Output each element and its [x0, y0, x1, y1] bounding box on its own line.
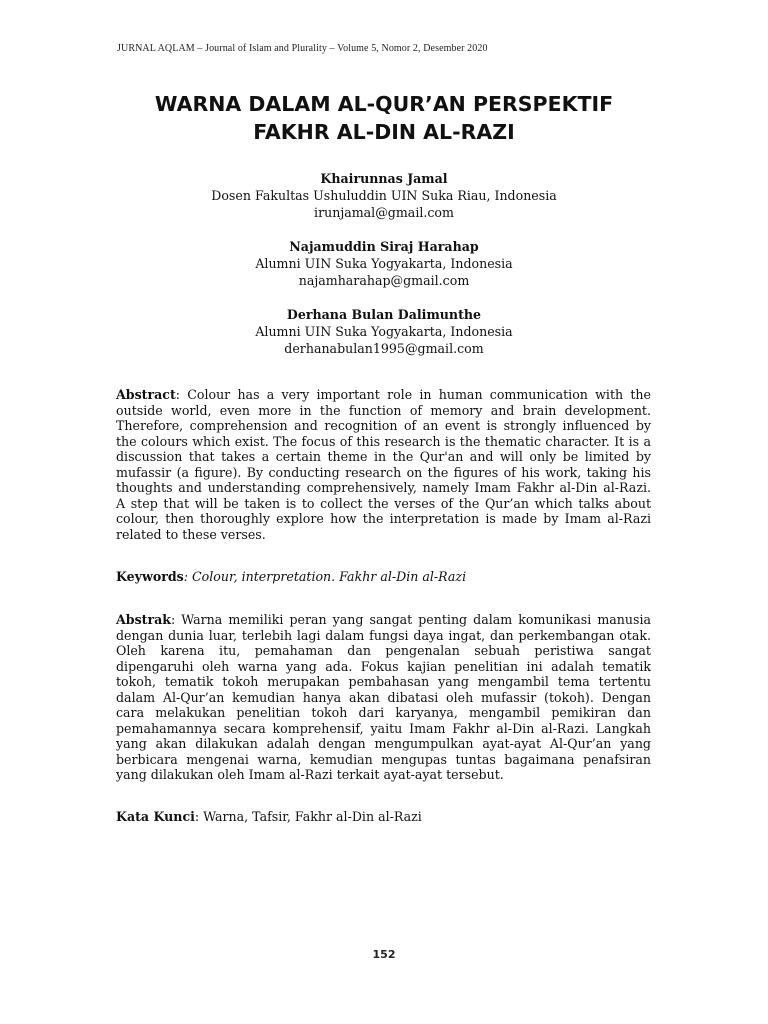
keywords-english [116, 569, 651, 585]
author-name: Khairunnas Jamal [320, 171, 448, 186]
author-block [60, 170, 708, 221]
author-email: najamharahap@gmail.com [298, 273, 470, 288]
abstract-text: : Warna memiliki peran yang sangat penting dalam komunikasi manusia [171, 612, 651, 627]
abstract-line: Therefore, comprehension and recognition of an event is strongly influenced by [116, 418, 651, 433]
abstract-line: tokoh, tematik tokoh merupakan pembahasan yang mengambil tema tertentu [116, 674, 651, 689]
abstract-line: mufassir (a figure). By conducting research on the figures of his work, taking his [116, 464, 651, 480]
abstract-line [116, 387, 651, 403]
abstract-line: dengan dunia luar, terlebih lagi dalam fungsi daya ingat, dan perkembangan otak. [116, 627, 651, 643]
author-email: derhanabulan1995@gmail.com [284, 341, 484, 356]
abstract-line: dipengaruhi oleh warna yang ada. Fokus kajian penelitian ini adalah tematik [116, 658, 651, 674]
abstract-line [116, 612, 651, 628]
abstract-line: discussion that takes a certain theme in the Qur'an and will only be limited by [116, 449, 651, 464]
keywords-indonesian [116, 809, 651, 825]
abstract-english [116, 387, 651, 542]
abstract-line: Oleh karena itu, pemahaman dan pengenalan sebuah peristiwa sangat [116, 643, 651, 658]
article-title-line-2: FAKHR AL-DIN AL-RAZI [253, 120, 515, 144]
abstract-line: yang akan dilakukan adalah dengan mengumpulkan ayat-ayat Al-Qur’an yang [116, 736, 651, 751]
abstract-line: cara melakukan penelitian tokoh dari karyanya, mengambil pemikiran dan [116, 705, 651, 720]
author-affiliation: Alumni UIN Suka Yogyakarta, Indonesia [255, 256, 513, 271]
author-email: irunjamal@gmail.com [314, 205, 454, 220]
abstract-line: yang dilakukan oleh Imam al-Razi terkait ayat-ayat tersebut. [116, 767, 504, 782]
kata-kunci-label: Kata Kunci [116, 809, 195, 824]
abstract-line: dalam Al-Qur’an kemudian hanya akan dibatasi oleh mufassir (tokoh). Dengan [116, 689, 651, 705]
author-affiliation: Alumni UIN Suka Yogyakarta, Indonesia [255, 324, 513, 339]
keywords-value: : Colour, interpretation. Fakhr al-Din al-Razi [183, 569, 467, 584]
author-name: Najamuddin Siraj Harahap [289, 239, 479, 254]
abstract-indonesian [116, 612, 651, 783]
abstract-line: thoughts and understanding comprehensively, namely Imam Fakhr al-Din al-Razi. [116, 480, 651, 495]
abstract-line: A step that will be taken is to collect the verses of the Qur’an which talks about [116, 495, 651, 511]
keywords-label: Keywords [116, 569, 184, 584]
abstract-line: pemahamannya secara komprehensif, yaitu Imam Fakhr al-Din al-Razi. Langkah [116, 720, 651, 736]
author-block [60, 306, 708, 357]
article-title [60, 90, 708, 146]
abstract-line: related to these verses. [116, 526, 266, 542]
author-affiliation: Dosen Fakultas Ushuluddin UIN Suka Riau, Indonesia [211, 188, 557, 203]
author-list [60, 170, 708, 374]
author-block [60, 238, 708, 289]
abstract-line: berbicara mengenai warna, kemudian mengupas tuntas bagaimana penafsiran [116, 751, 651, 767]
abstract-line: the colours which exist. The focus of this research is the thematic character. It is a [116, 433, 651, 449]
article-title-line-1: WARNA DALAM AL-QUR’AN PERSPEKTIF [154, 92, 614, 116]
abstract-line: colour, then thoroughly explore how the interpretation is made by Imam al-Razi [116, 511, 651, 526]
abstract-label: Abstract [116, 387, 176, 402]
kata-kunci-value: : Warna, Tafsir, Fakhr al-Din al-Razi [194, 809, 422, 824]
abstrak-label: Abstrak [116, 612, 172, 627]
page-number: 152 [372, 948, 396, 961]
abstract-text: : Colour has a very important role in human communication with the [175, 387, 651, 402]
abstract-line: outside world, even more in the function of memory and brain development. [116, 402, 651, 418]
running-header: JURNAL AQLAM – Journal of Islam and Plurality – Volume 5, Nomor 2, Desember 2020 [117, 43, 488, 54]
author-name: Derhana Bulan Dalimunthe [286, 307, 482, 322]
